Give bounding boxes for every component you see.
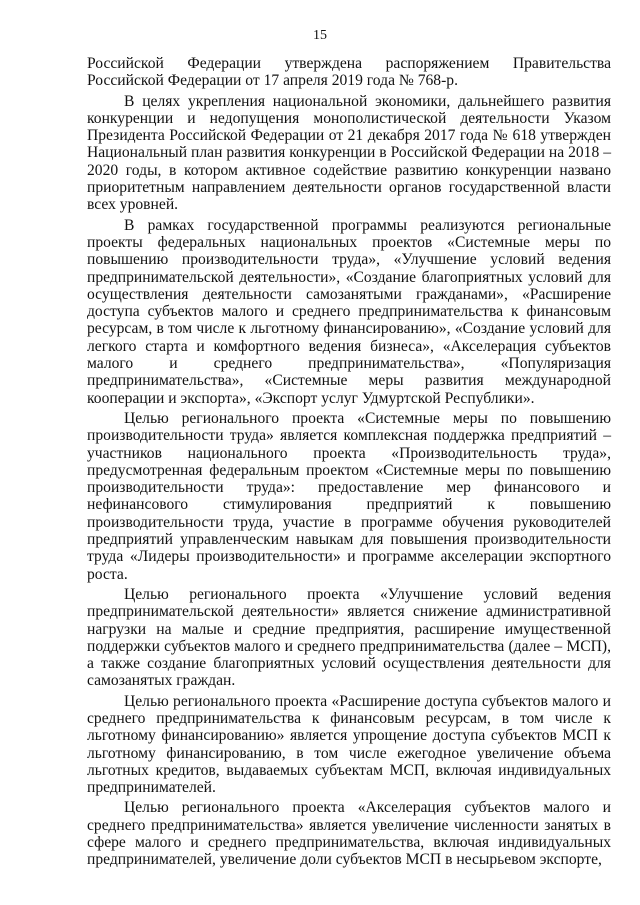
document-body [87, 55, 611, 872]
paragraph-labor-productivity: Целью регионального проекта «Системные меры по повышению производительности труда» является комплексная поддержка предприятий – участников национального проекта «Производительность труда», предусмотренная федеральным проектом «Системные меры по повышению производительности труда»: предоставление мер финансового и нефинансового стимулирования предприятий к повышению производительности труда, участие в программе обучения руководителей предприятий управленческим навыкам для повышения производительности труда «Лидеры производительности» и программе акселерации экспортного роста. [87, 409, 611, 583]
paragraph-business-conditions: Целью регионального проекта «Улучшение условий ведения предпринимательской деятельности» является снижение административной нагрузки на малые и средние предприятия, расширение имущественной поддержки субъектов малого и среднего предпринимательства (далее – МСП), а также создание благоприятных условий осуществления деятельности для самозанятых граждан. [87, 585, 611, 690]
paragraph-acceleration: Целью регионального проекта «Акселерация субъектов малого и среднего предпринимательства» является увеличение численности занятых в сфере малого и среднего предпринимательства, включая индивидуальных предпринимателей, увеличение доли субъектов МСП в несырьевом экспорте, [87, 799, 611, 869]
paragraph-competition-plan: В целях укрепления национальной экономики, дальнейшего развития конкуренции и недопущения монополистической деятельности Указом Президента Российской Федерации от 21 декабря 2017 года № 618 утвержден Национальный план развития конкуренции в Российской Федерации на 2018 – 2020 годы, в котором активное содействие развитию конкуренции названо приоритетным направлением деятельности органов государственной власти всех уровней. [87, 92, 611, 214]
paragraph-financial-access: Целью регионального проекта «Расширение доступа субъектов малого и среднего предпринимательства к финансовым ресурсам, в том числе к льготному финансированию» является упрощение доступа субъектов МСП к льготному финансированию, в том числе ежегодное увеличение объема льготных кредитов, выдаваемых субъектам МСП, включая индивидуальных предпринимателей. [87, 692, 611, 797]
page-number: 15 [313, 28, 327, 43]
paragraph-continuation: Российской Федерации утверждена распоряжением Правительства Российской Федерации от 17 апреля 2019 года № 768-р. [87, 55, 611, 90]
paragraph-regional-projects: В рамках государственной программы реализуются региональные проекты федеральных национальных проектов «Системные меры по повышению производительности труда», «Улучшение условий ведения предпринимательской деятельности», «Создание благоприятных условий для осуществления деятельности самозанятыми гражданами», «Расширение доступа субъектов малого и среднего предпринимательства к финансовым ресурсам, в том числе к льготному финансированию», «Создание условий для легкого старта и комфортного ведения бизнеса», «Акселерация субъектов малого и среднего предпринимательства», «Популяризация предпринимательства», «Системные меры развития международной кооперации и экспорта», «Экспорт услуг Удмуртской Республики». [87, 216, 611, 407]
